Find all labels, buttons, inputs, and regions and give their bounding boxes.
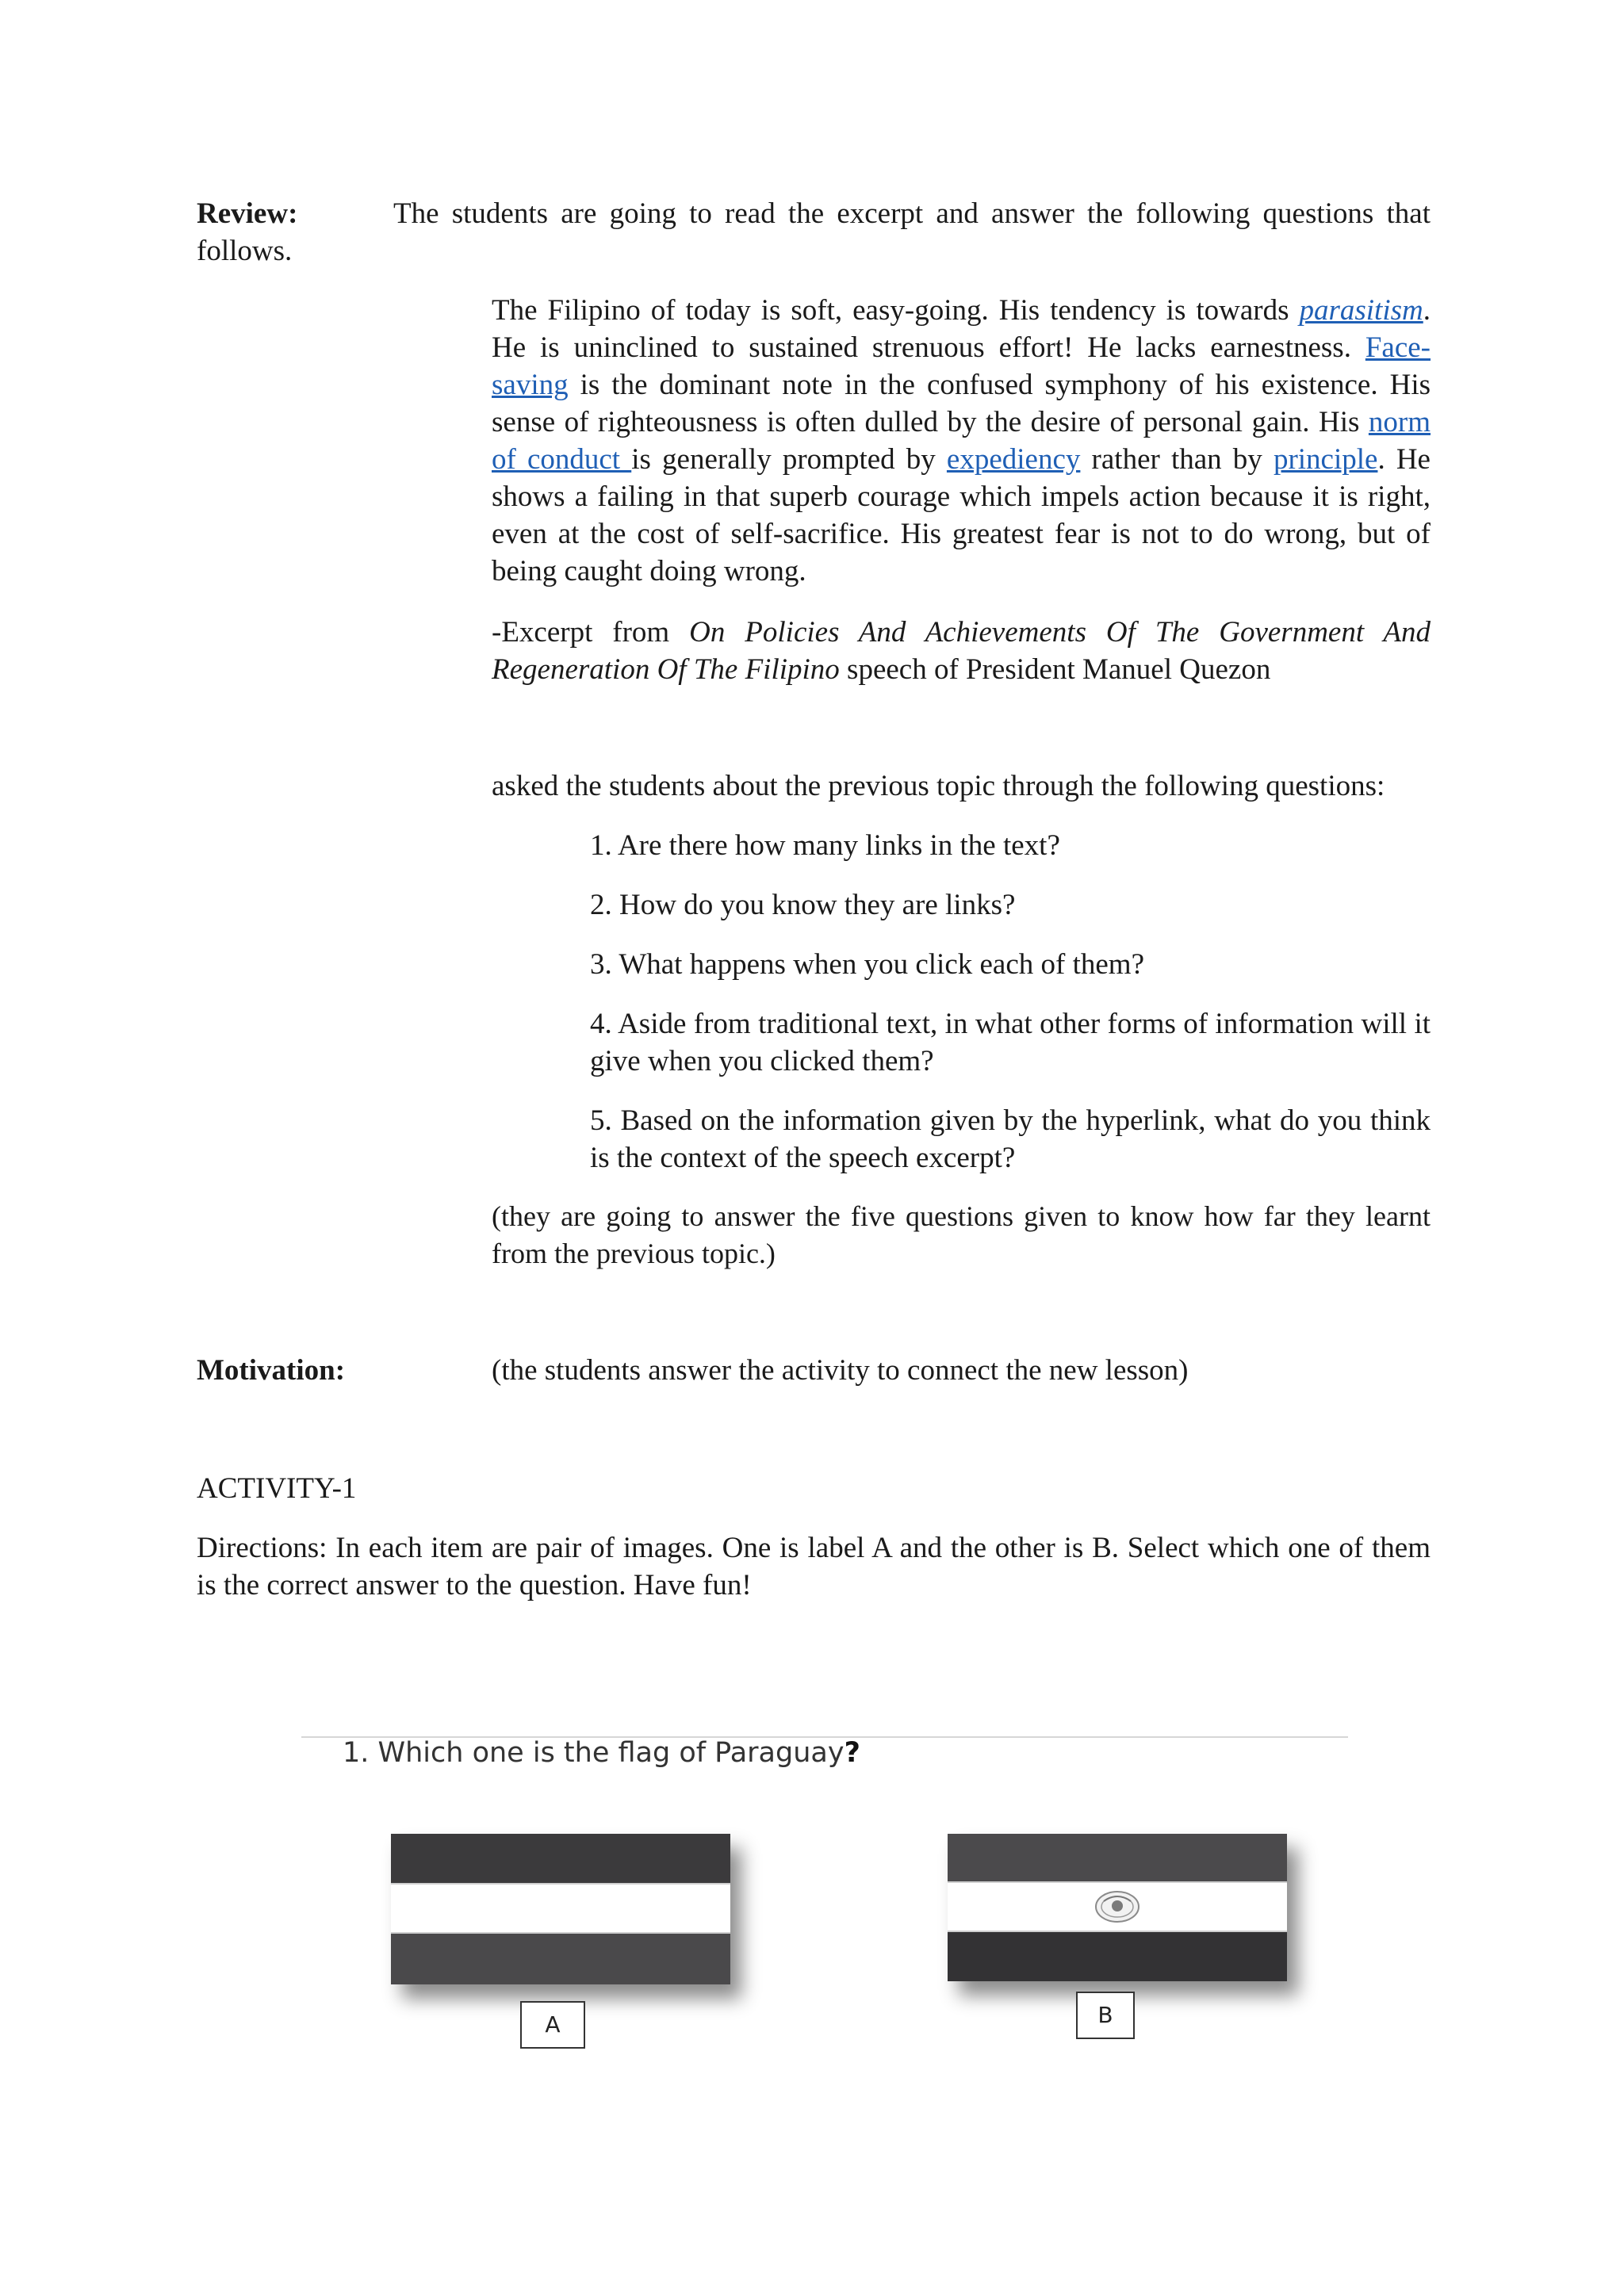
review-label: Review:: [197, 197, 298, 230]
activity-question-1: [343, 1733, 860, 1773]
question-item: 1. Are there how many links in the text?: [590, 829, 1060, 862]
excerpt-text: is the dominant note in the confused symphony of his existence. His sense of righteousness is often dulled by the desire of personal gain. His: [492, 369, 1431, 438]
speech-excerpt: [492, 292, 1431, 590]
citation-prefix: -Excerpt from: [492, 616, 690, 649]
flag-stripe-bottom: [391, 1934, 730, 1984]
citation-suffix: speech of President Manuel Quezon: [839, 653, 1271, 686]
excerpt-text: rather than by: [1080, 443, 1274, 476]
review-intro-line2: follows.: [197, 235, 293, 267]
question-item: 4. Aside from traditional text, in what other forms of information will it give when you clicked them?: [590, 1008, 1431, 1077]
link-parasitism[interactable]: parasitism: [1299, 294, 1423, 327]
flag-option-b[interactable]: [948, 1834, 1287, 1981]
link-norm-of-conduct[interactable]: norm of conduct: [492, 406, 1431, 476]
link-principle[interactable]: principle: [1273, 443, 1378, 476]
excerpt-text: . He shows a failing in that superb courage which impels action because it is right, even at the cost of self-sacrifice. His greatest fear is not to do wrong, but of being caught doing wrong.: [492, 443, 1431, 587]
flag-stripe-top: [948, 1834, 1287, 1881]
flag-stripe-middle: [391, 1883, 730, 1934]
activity-directions: Directions: In each item are pair of images. One is label A and the other is B. Select which one of them is the correct answer to the question. Have fun!: [197, 1532, 1431, 1601]
answer-note: (they are going to answer the five questions given to know how far they learnt from the previous topic.): [492, 1200, 1431, 1269]
citation-title: On Policies And Achievements Of The Government And Regeneration Of The Filipino: [492, 616, 1431, 686]
motivation-text: (the students answer the activity to connect the new lesson): [492, 1354, 1189, 1387]
flag-option-a[interactable]: [391, 1834, 730, 1984]
flag-stripe-bottom: [948, 1932, 1287, 1981]
flag-stripe-middle: [948, 1881, 1287, 1932]
questions-intro: asked the students about the previous topic through the following questions:: [492, 770, 1385, 802]
motivation-label: Motivation:: [197, 1354, 346, 1387]
excerpt-citation: [492, 614, 1431, 688]
question-item: 3. What happens when you click each of them?: [590, 948, 1144, 981]
question-item: 5. Based on the information given by the hyperlink, what do you think is the context of the speech excerpt?: [590, 1104, 1431, 1174]
excerpt-text: . He is uninclined to sustained strenuous effort! He lacks earnestness.: [492, 294, 1431, 364]
link-expediency[interactable]: expediency: [946, 443, 1081, 476]
paraguay-emblem-icon: [1094, 1889, 1141, 1924]
question-mark: ?: [844, 1737, 860, 1769]
review-intro-line1: The students are going to read the excerpt and answer the following questions that: [393, 197, 1431, 230]
excerpt-text: The Filipino of today is soft, easy-going. His tendency is towards: [492, 294, 1300, 327]
excerpt-text: is generally prompted by: [631, 443, 947, 476]
flag-stripe-top: [391, 1834, 730, 1883]
question-item: 2. How do you know they are links?: [590, 889, 1016, 921]
option-b-label[interactable]: B: [1076, 1992, 1135, 2039]
activity-title: ACTIVITY-1: [197, 1472, 357, 1505]
option-a-label[interactable]: A: [520, 2001, 585, 2049]
question-text: 1. Which one is the flag of Paraguay: [343, 1737, 845, 1769]
link-face-saving[interactable]: Face-saving: [492, 331, 1431, 401]
